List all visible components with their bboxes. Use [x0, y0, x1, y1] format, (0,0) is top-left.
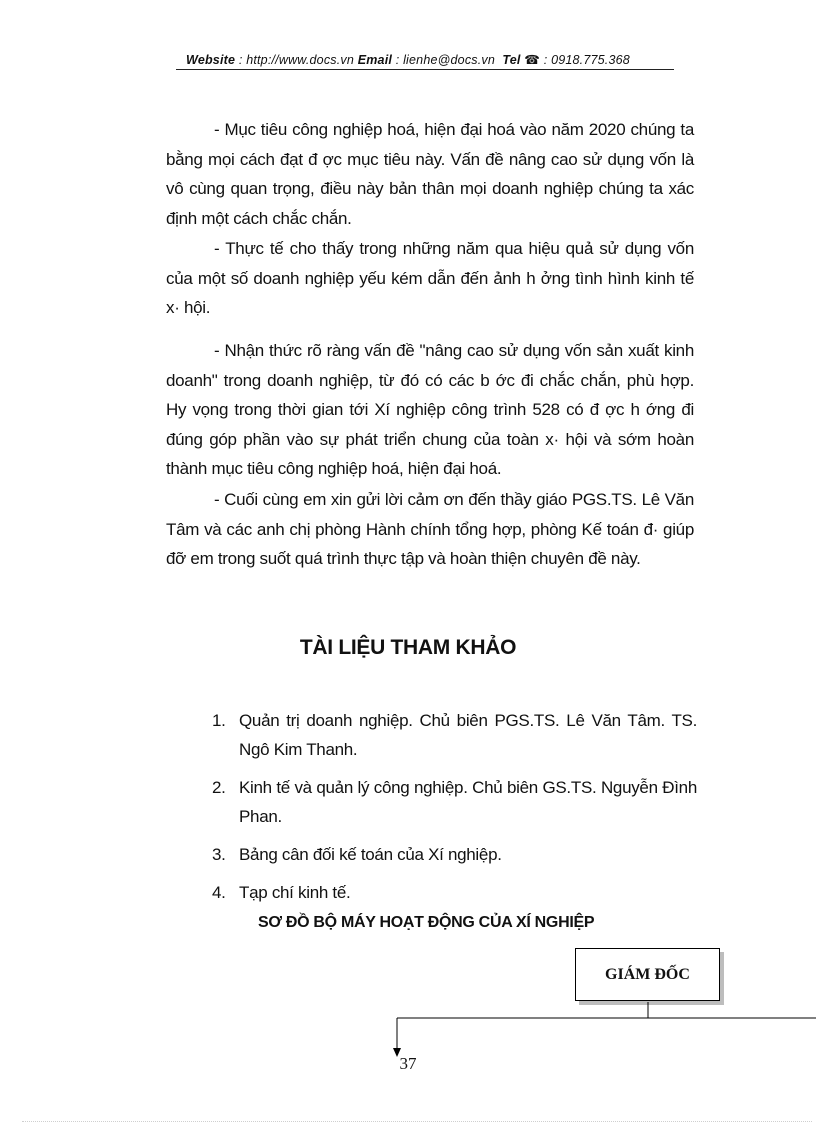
website-label: Website [186, 53, 236, 67]
reference-number: 1. [212, 711, 226, 730]
website-url[interactable]: http://www.docs.vn [246, 53, 354, 67]
reference-text: Bảng cân đối kế toán của Xí nghiệp. [239, 845, 502, 864]
website-sep: : [235, 53, 247, 67]
director-label: GIÁM ĐỐC [605, 965, 690, 983]
org-chart-title: SƠ ĐỒ BỘ MÁY HOẠT ĐỘNG CỦA XÍ NGHIỆP [258, 914, 595, 931]
body-paragraph-4: - Cuối cùng em xin gửi lời cảm ơn đến thầy giáo PGS.TS. Lê Văn Tâm và các anh chị phòng Hành chính tổng hợp, phòng Kế toán đ· giúp đỡ em trong suốt quá trình thực tập và hoàn thiện chuyên đề này. [166, 490, 694, 568]
email-sep: : [392, 53, 404, 67]
reference-text: Tạp chí kinh tế. [239, 883, 351, 902]
body-paragraph-1: - Mục tiêu công nghiệp hoá, hiện đại hoá vào năm 2020 chúng ta bằng mọi cách đạt đ ợc mục tiêu này. Vấn đề nâng cao sử dụng vốn là vô cùng quan trọng, điều này bản thân mọi doanh nghiệp chúng ta xác định một cách chắc chắn. [166, 120, 694, 228]
reference-text: Quản trị doanh nghiệp. Chủ biên PGS.TS. Lê Văn Tâm. TS. Ngô Kim Thanh. [239, 711, 697, 759]
phone-icon: ☎ [524, 53, 541, 67]
footer-divider [22, 1121, 812, 1122]
references-title: TÀI LIỆU THAM KHẢO [299, 636, 517, 659]
reference-number: 2. [212, 778, 226, 797]
tel-label: Tel [502, 53, 521, 67]
reference-number: 4. [212, 883, 226, 902]
email-value[interactable]: lienhe@docs.vn [403, 53, 496, 67]
tel-value: : 0918.775.368 [540, 53, 630, 67]
reference-text: Kinh tế và quản lý công nghiệp. Chủ biên GS.TS. Nguyễn Đình Phan. [239, 778, 697, 826]
body-paragraph-2: - Thực tế cho thấy trong những năm qua hiệu quả sử dụng vốn của một số doanh nghiệp yếu kém dẫn đến ảnh h ởng tình hình kinh tế x· hội. [166, 239, 694, 317]
reference-number: 3. [212, 845, 226, 864]
body-paragraph-3: - Nhận thức rõ ràng vấn đề "nâng cao sử dụng vốn sản xuất kinh doanh" trong doanh nghiệp, từ đó có các b ớc đi chắc chắn, phù hợp. Hy vọng trong thời gian tới Xí nghiệp công trình 528 có đ ợc h ớng đi đúng góp phần vào sự phát triển chung của toàn x· hội và sớm hoàn thành mục tiêu công nghiệp hoá, hiện đại hoá. [166, 341, 694, 478]
page-number: 37 [399, 1054, 417, 1073]
email-label: Email [357, 53, 393, 67]
